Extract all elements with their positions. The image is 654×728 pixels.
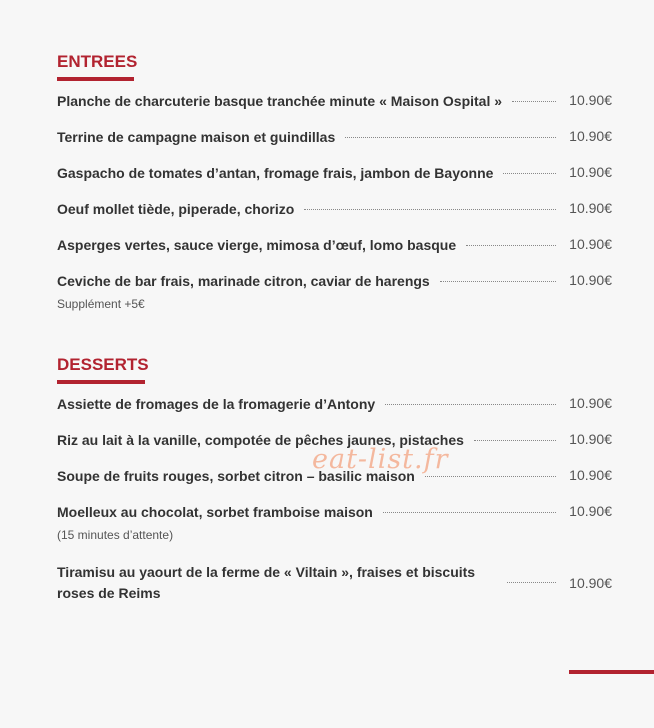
menu-item xyxy=(57,394,612,415)
menu-item xyxy=(57,127,612,148)
menu-item xyxy=(57,271,612,312)
desserts-heading xyxy=(57,355,149,384)
menu-item-note: (15 minutes d’attente) xyxy=(57,528,174,542)
menu-item xyxy=(57,199,612,220)
watermark-logo: eat-list.fr xyxy=(312,444,449,475)
dotted-leader xyxy=(345,127,556,138)
dotted-leader xyxy=(440,271,556,282)
section-title: ENTREES xyxy=(57,52,138,71)
dotted-leader xyxy=(503,163,556,174)
decorative-corner-bar xyxy=(569,670,654,674)
menu-item-name: Oeuf mollet tiède, piperade, chorizo xyxy=(57,201,295,217)
menu-item-name: Tiramisu au yaourt de la ferme de « Viltain », fraises et biscuits roses de Reims xyxy=(57,564,476,601)
menu-item-price: 10.90€ xyxy=(569,431,612,447)
menu-item xyxy=(57,91,612,112)
menu-item-price: 10.90€ xyxy=(569,164,612,180)
dotted-leader xyxy=(507,562,556,583)
section-title: DESSERTS xyxy=(57,355,149,374)
dotted-leader xyxy=(383,502,556,513)
menu-item-name: Terrine de campagne maison et guindillas xyxy=(57,129,336,145)
menu-item xyxy=(57,163,612,184)
menu-item-price: 10.90€ xyxy=(569,92,612,108)
dotted-leader xyxy=(304,199,556,210)
menu-item-name: Planche de charcuterie basque tranchée minute « Maison Ospital » xyxy=(57,93,503,109)
menu-item xyxy=(57,562,612,604)
menu-item-name: Ceviche de bar frais, marinade citron, caviar de harengs xyxy=(57,273,430,289)
menu-item xyxy=(57,235,612,256)
menu-item-price: 10.90€ xyxy=(569,503,612,519)
menu-item-price: 10.90€ xyxy=(569,272,612,288)
entrees-heading xyxy=(57,52,137,81)
dotted-leader xyxy=(474,430,556,441)
menu-item-price: 10.90€ xyxy=(569,128,612,144)
menu-item-price: 10.90€ xyxy=(569,467,612,483)
dotted-leader xyxy=(385,394,556,405)
section-title-underline xyxy=(57,380,145,384)
menu-item-name: Asperges vertes, sauce vierge, mimosa d’œuf, lomo basque xyxy=(57,237,457,253)
menu-item xyxy=(57,502,612,543)
menu-item-price: 10.90€ xyxy=(569,395,612,411)
dotted-leader xyxy=(466,235,556,246)
menu-item-price: 10.90€ xyxy=(569,236,612,252)
entrees-section xyxy=(57,52,612,311)
dotted-leader xyxy=(512,91,556,102)
menu-item-name: Soupe de fruits rouges, sorbet citron – basilic maison xyxy=(57,468,415,484)
menu-item-name: Assiette de fromages de la fromagerie d’Antony xyxy=(57,396,376,412)
menu-item-note: Supplément +5€ xyxy=(57,297,145,311)
menu-item-price: 10.90€ xyxy=(569,200,612,216)
menu-item-name: Moelleux au chocolat, sorbet framboise maison xyxy=(57,504,373,520)
menu-item-name: Riz au lait à la vanille, compotée de pêches jaunes, pistaches xyxy=(57,432,464,448)
section-title-underline xyxy=(57,77,134,81)
menu-item-price: 10.90€ xyxy=(569,575,612,591)
menu-item-name: Gaspacho de tomates d’antan, fromage frais, jambon de Bayonne xyxy=(57,165,494,181)
